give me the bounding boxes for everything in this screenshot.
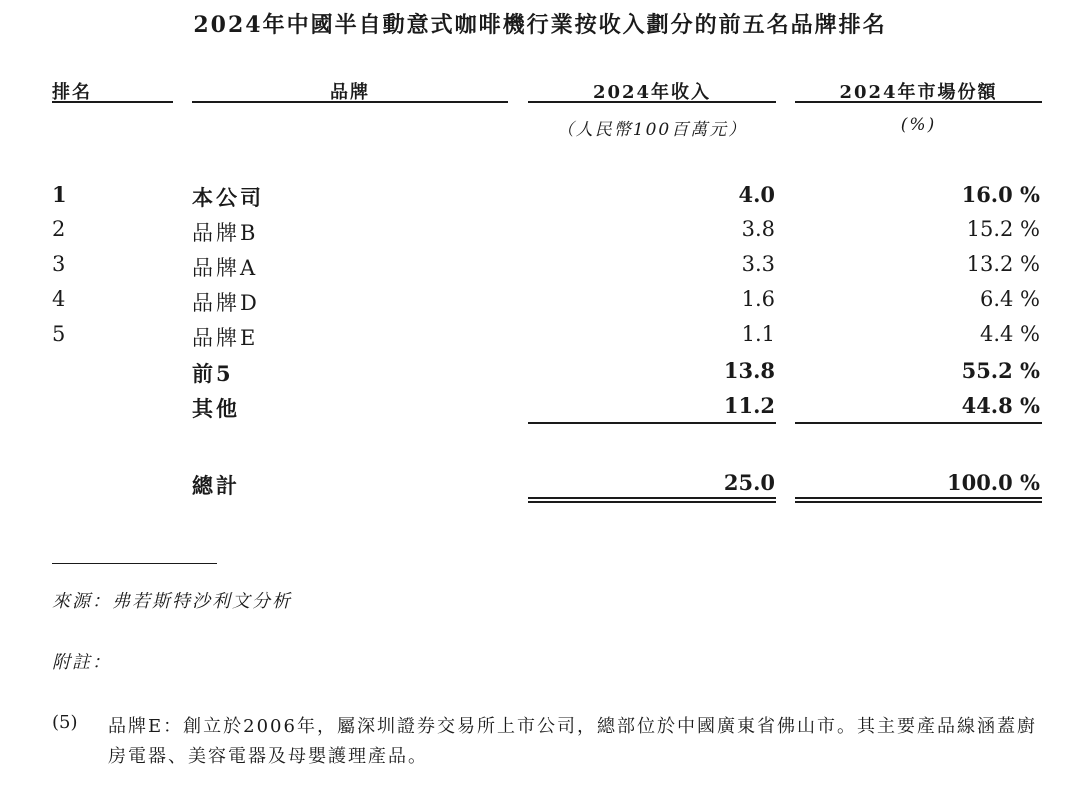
total-double-rule-share (795, 497, 1042, 503)
rank-cell: 1 (52, 182, 67, 207)
share-cell: 15.2 % (966, 217, 1040, 241)
others-row (0, 393, 1080, 423)
brand-cell: 本公司 (192, 185, 264, 210)
header-rule-revenue (528, 101, 776, 103)
share-cell: 13.2 % (966, 252, 1040, 276)
total-share: 100.0 % (946, 470, 1040, 495)
share-unit: (%) (900, 115, 937, 135)
table-row (0, 217, 1080, 247)
brand-cell: 品牌B (192, 221, 259, 245)
total-row (0, 470, 1080, 500)
total-label: 總計 (192, 473, 240, 498)
header-revenue: 2024年收入 (592, 82, 712, 103)
footnote-number: (5) (52, 712, 78, 733)
header-share: 2024年市場份額 (839, 82, 998, 103)
subtotal-rule-share (795, 422, 1042, 424)
rank-cell: 5 (52, 322, 66, 346)
share-cell: 6.4 % (979, 287, 1040, 311)
rank-cell: 3 (52, 252, 66, 276)
table-row (0, 182, 1080, 212)
total-double-rule-revenue (528, 497, 776, 503)
brand-cell: 品牌A (192, 256, 259, 280)
revenue-cell: 1.1 (741, 322, 775, 346)
top5-revenue: 13.8 (723, 358, 775, 383)
total-revenue: 25.0 (723, 470, 775, 495)
revenue-unit: （人民幣100百萬元） (556, 120, 748, 140)
header-rank: 排名 (52, 82, 92, 103)
notes-label: 附註： (52, 652, 112, 673)
table-row (0, 252, 1080, 282)
footnote-divider (52, 563, 217, 564)
table-row (0, 322, 1080, 352)
others-share: 44.8 % (961, 393, 1040, 418)
share-cell: 4.4 % (979, 322, 1040, 346)
rank-cell: 2 (52, 217, 66, 241)
footnote-text: 品牌E：創立於2006年，屬深圳證券交易所上市公司，總部位於中國廣東省佛山市。其主要產品線涵蓋廚房電器、美容電器及母嬰護理產品。 (108, 716, 1037, 767)
share-cell: 16.0 % (961, 182, 1040, 207)
top5-row (0, 358, 1080, 388)
others-label: 其他 (192, 396, 240, 421)
page-title: 2024年中國半自動意式咖啡機行業按收入劃分的前五名品牌排名 (193, 12, 887, 38)
top5-label: 前5 (192, 361, 234, 386)
subtotal-rule-revenue (528, 422, 776, 424)
revenue-cell: 1.6 (741, 287, 775, 311)
top5-share: 55.2 % (961, 358, 1040, 383)
revenue-cell: 4.0 (738, 182, 775, 207)
header-rule-brand (192, 101, 508, 103)
header-rule-rank (52, 101, 173, 103)
revenue-cell: 3.8 (741, 217, 775, 241)
revenue-cell: 3.3 (741, 252, 775, 276)
rank-cell: 4 (52, 287, 66, 311)
table-row (0, 287, 1080, 317)
header-rule-share (795, 101, 1042, 103)
others-revenue: 11.2 (723, 393, 775, 418)
brand-cell: 品牌D (192, 291, 260, 315)
source-note: 來源：弗若斯特沙利文分析 (52, 591, 292, 612)
header-brand: 品牌 (330, 82, 370, 103)
brand-cell: 品牌E (192, 326, 259, 350)
